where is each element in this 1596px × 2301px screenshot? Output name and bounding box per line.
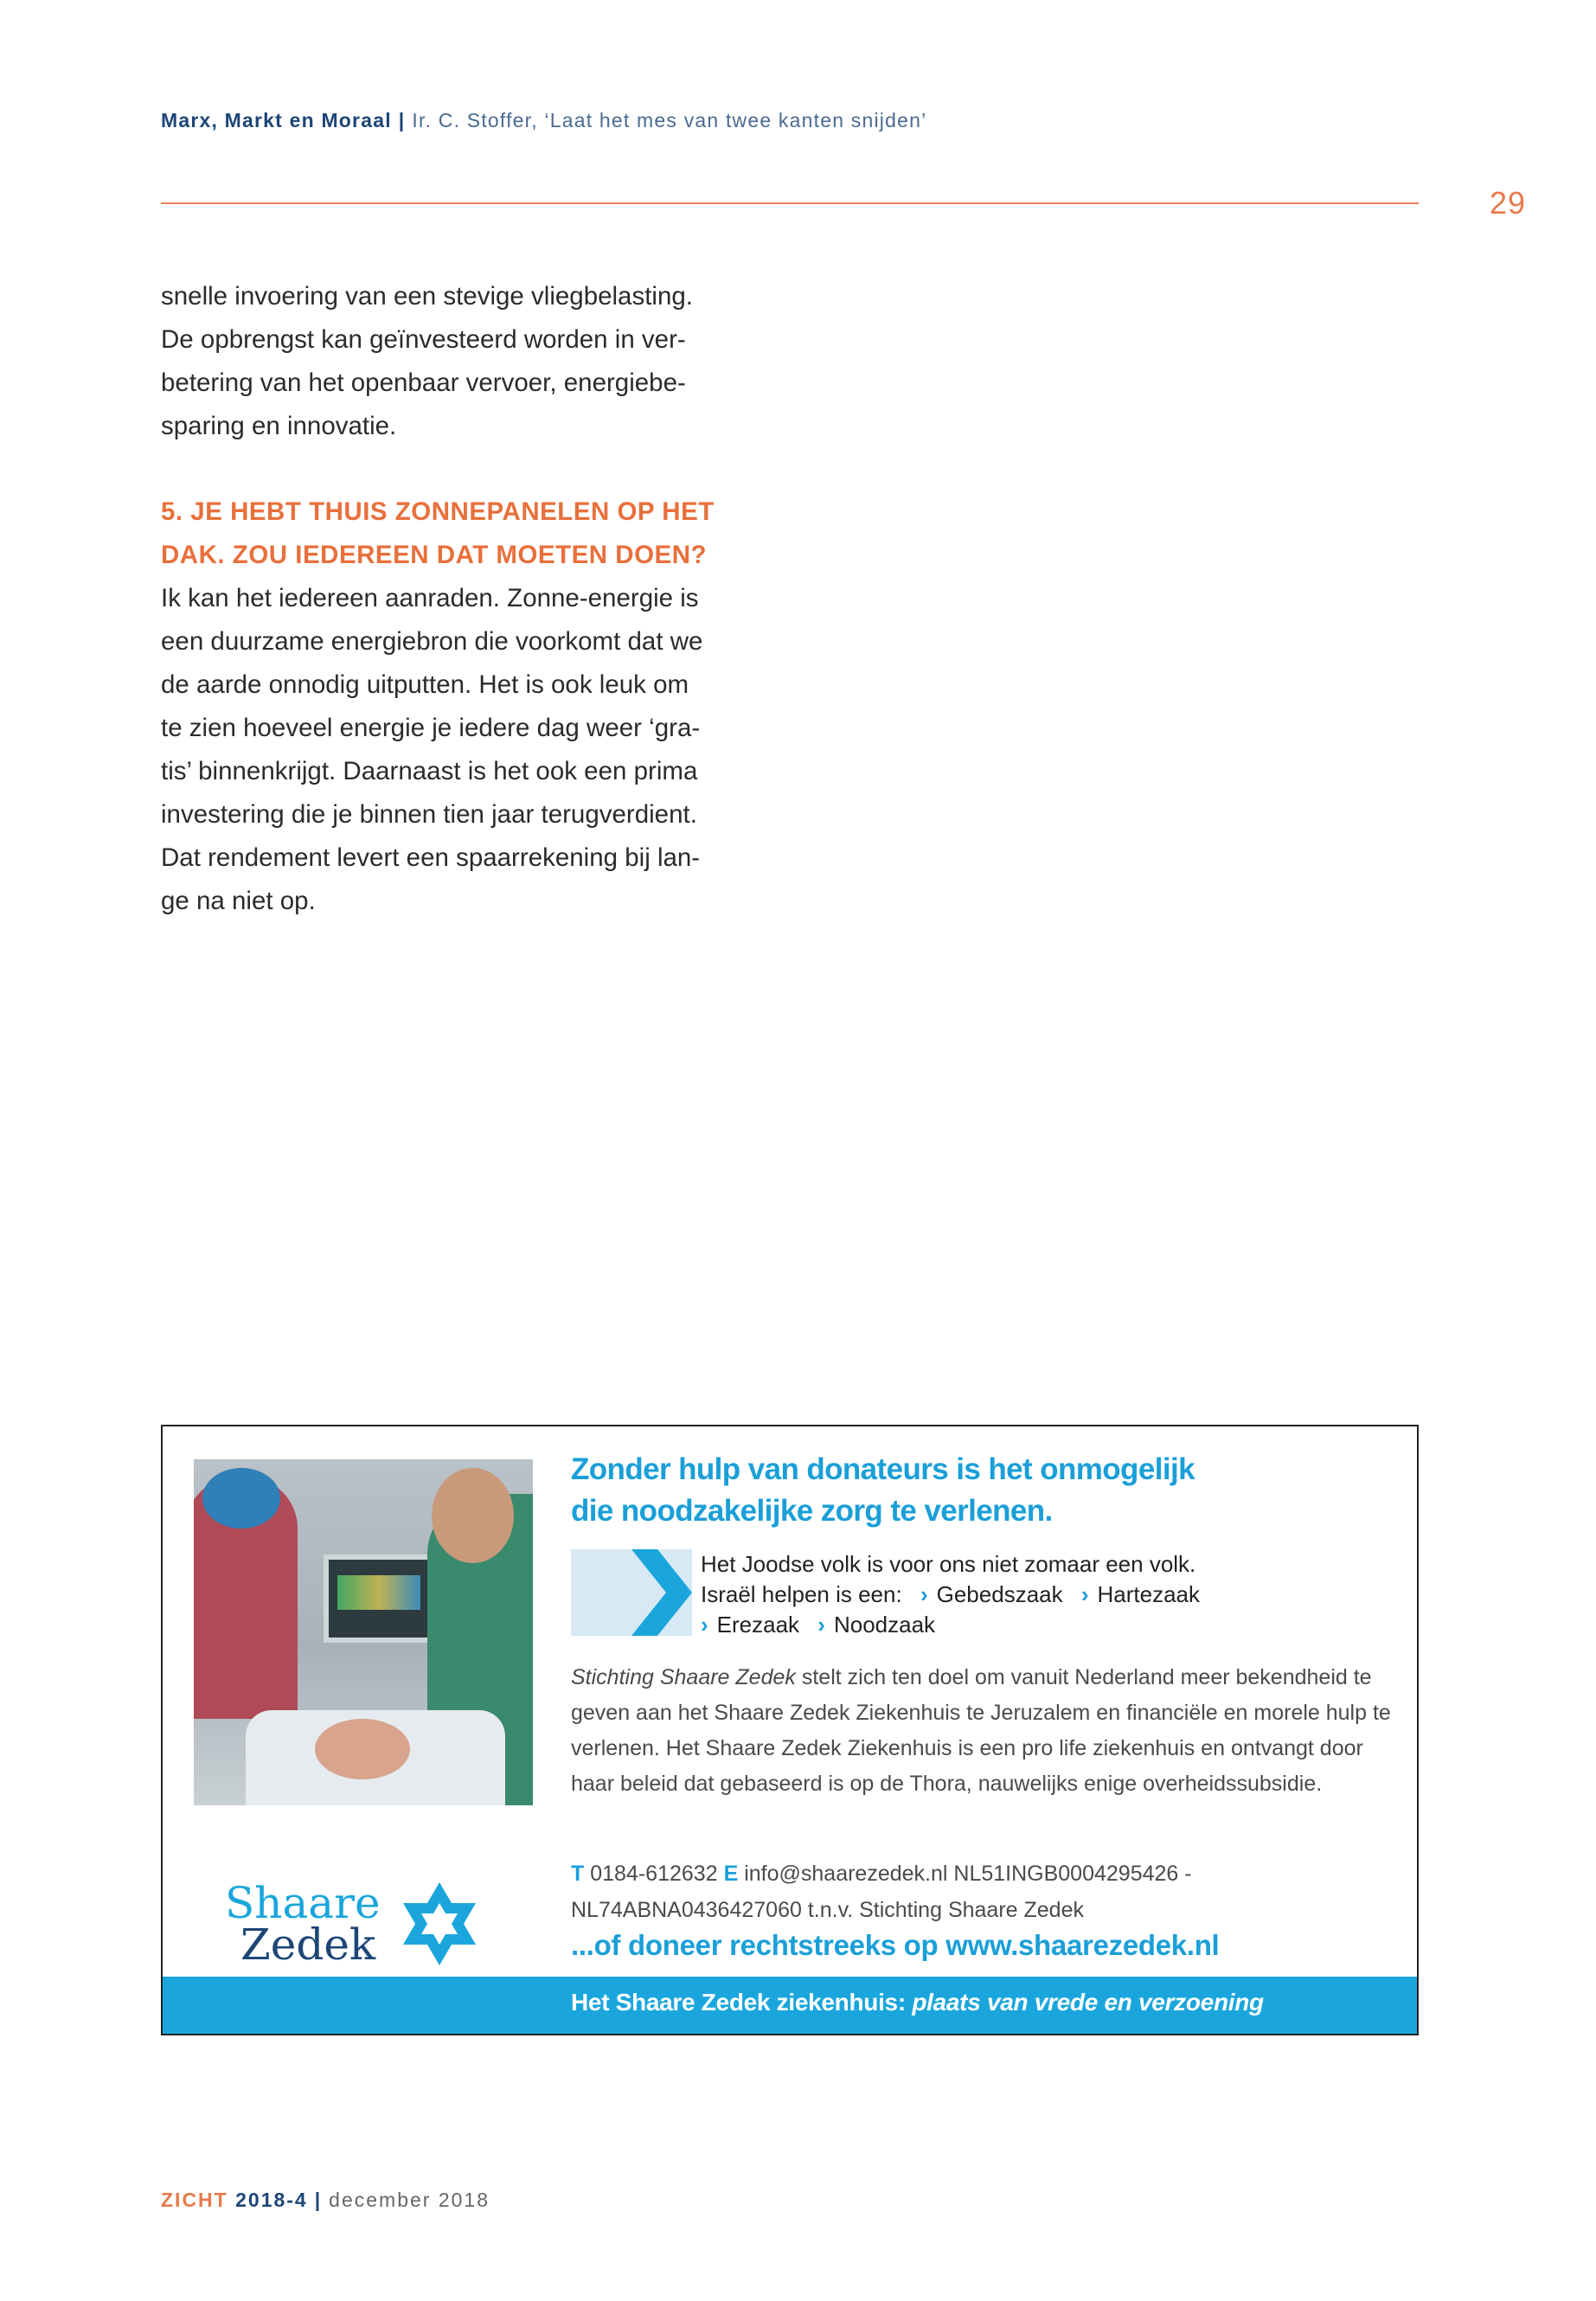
photo-monitor — [324, 1554, 438, 1643]
phone-label: T — [571, 1862, 585, 1886]
contact-info — [571, 1856, 1393, 1928]
chevron-right-icon: › — [920, 1581, 928, 1607]
ad-description — [571, 1660, 1393, 1802]
text-line: snelle invoering van een stevige vliegbelasting. — [161, 282, 693, 311]
photo-doctor-head — [432, 1468, 514, 1563]
headline-line: die noodzakelijke zorg te verlenen. — [571, 1494, 1053, 1528]
banner-item: Noodzaak — [833, 1612, 936, 1638]
question-heading-line: DAK. ZOU IEDEREEN DAT MOETEN DOEN? — [161, 541, 708, 569]
banner-line: Het Joodse volk is voor ons niet zomaar een volk. — [701, 1551, 1196, 1577]
logo-graphic — [223, 1876, 535, 1971]
footer-bold: Het Shaare Zedek ziekenhuis: — [571, 1989, 906, 2016]
foundation-name: Stichting Shaare Zedek — [571, 1665, 796, 1689]
header-rule — [161, 202, 1419, 204]
banner-intro: Israël helpen is een: — [701, 1581, 902, 1607]
logo-text-shaare: Shaare — [225, 1878, 381, 1928]
banner-item: Erezaak — [716, 1612, 800, 1638]
text-line: de aarde onnodig uitputten. Het is ook leuk om — [161, 670, 689, 699]
text-line: een duurzame energiebron die voorkomt dat we — [161, 627, 703, 656]
body-paragraph-1 — [161, 275, 766, 448]
body-section-5 — [161, 490, 766, 923]
page-footer — [161, 2189, 490, 2212]
page-number: 29 — [1490, 185, 1527, 221]
issue-date: december 2018 — [329, 2189, 490, 2211]
footer-separator: | — [314, 2189, 323, 2211]
article-subtitle: Ir. C. Stoffer, ‘Laat het mes van twee kanten snijden’ — [412, 109, 927, 131]
text-line: Dat rendement levert een spaarrekening bij lan- — [161, 843, 701, 872]
banner-text — [701, 1549, 1358, 1640]
text-line: te zien hoeveel energie je iedere dag weer ‘gra- — [161, 714, 701, 742]
description-text: stelt zich ten doel om vanuit Nederland meer bekendheid te geven aan het Shaare Zedek Ziekenhuis te Jeruzalem en financiële en morele hulp te verlenen. Het Shaare Zedek Ziekenhuis is een pro life ziekenhuis en ontvangt door haar beleid dat gebaseerd is op de Thora, nauwelijks enige overheidssubsidie. — [571, 1665, 1391, 1796]
banner-item: Gebedszaak — [936, 1581, 1063, 1607]
ad-headline — [571, 1449, 1384, 1532]
shaare-zedek-advertisement — [161, 1425, 1419, 2035]
text-line: De opbrengst kan geïnvesteerd worden in ver- — [161, 325, 686, 354]
question-heading-line: 5. JE HEBT THUIS ZONNEPANELEN OP HET — [161, 497, 715, 526]
banner-line — [701, 1610, 1358, 1640]
chevron-right-icon — [571, 1549, 692, 1636]
photo-baby — [315, 1719, 410, 1779]
ad-footer-text — [571, 1989, 1264, 2016]
headline-line: Zonder hulp van donateurs is het onmogelijk — [571, 1452, 1195, 1486]
ad-footer-bar — [163, 1977, 1417, 2034]
header-separator: | — [398, 109, 406, 131]
logo-text-zedek: Zedek — [240, 1920, 376, 1970]
donate-link[interactable]: ...of doneer rechtstreeks op www.shaarezedek.nl — [571, 1929, 1220, 1961]
text-line: ge na niet op. — [161, 887, 316, 915]
hospital-photo — [194, 1459, 533, 1805]
star-of-david-icon — [403, 1882, 476, 1965]
banner-line — [701, 1580, 1358, 1610]
text-line: investering die je binnen tien jaar terugverdient. — [161, 800, 697, 829]
text-line: tis’ binnenkrijgt. Daarnaast is het ook een prima — [161, 757, 698, 785]
chevron-right-icon: › — [1080, 1581, 1089, 1607]
chevron-right-icon: › — [701, 1612, 708, 1638]
magazine-name: ZICHT — [161, 2189, 228, 2211]
email-label: E — [723, 1862, 739, 1886]
running-header — [161, 109, 926, 132]
contact-line: NL74ABNA0436427060 t.n.v. Stichting Shaare Zedek — [571, 1898, 1084, 1922]
phone-number: 0184-612632 — [590, 1862, 718, 1886]
chevron-right-icon: › — [817, 1612, 825, 1638]
email-iban: info@shaarezedek.nl NL51INGB0004295426 - — [744, 1862, 1192, 1886]
photo-nurse-cap — [202, 1468, 280, 1529]
text-line: Ik kan het iedereen aanraden. Zonne-energie is — [161, 584, 699, 612]
banner-block — [571, 1549, 692, 1636]
banner-item: Hartezaak — [1097, 1581, 1201, 1607]
series-title: Marx, Markt en Moraal — [161, 109, 392, 131]
contact-line — [571, 1856, 1393, 1892]
footer-italic: plaats van vrede en verzoening — [912, 1989, 1264, 2016]
text-line: sparing en innovatie. — [161, 412, 397, 440]
text-line: betering van het openbaar vervoer, energiebe- — [161, 369, 686, 397]
shaare-zedek-logo — [223, 1876, 535, 1971]
issue-number: 2018-4 — [235, 2189, 308, 2211]
